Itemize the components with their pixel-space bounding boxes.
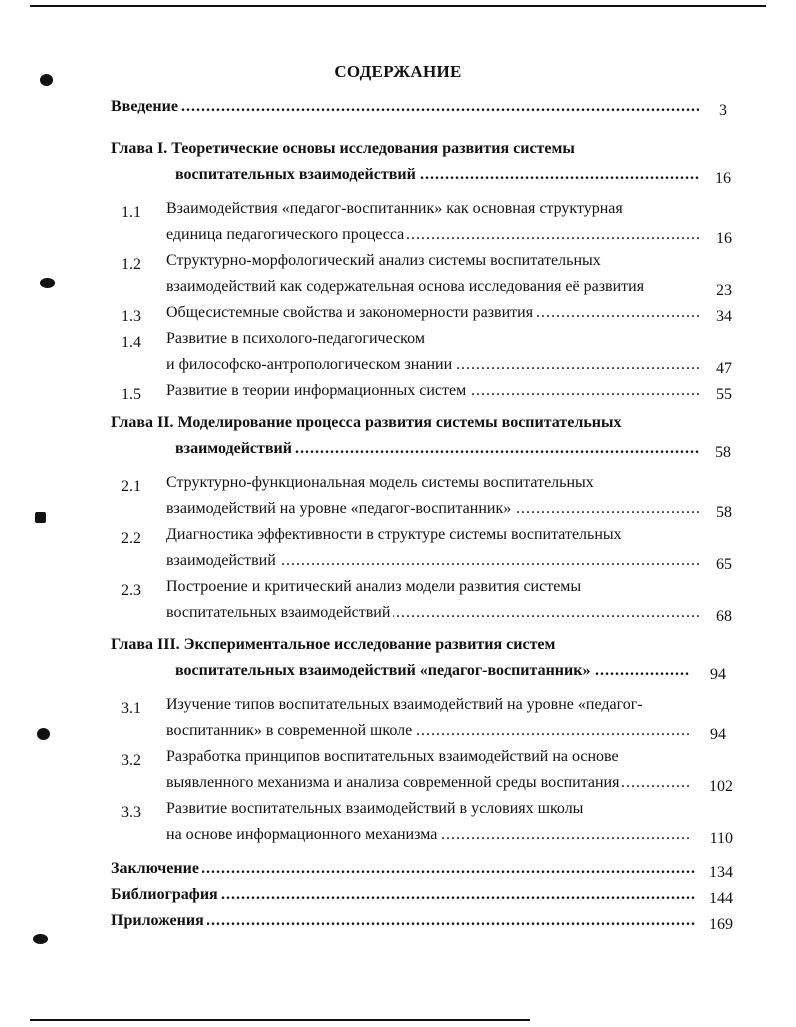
toc-page-number: 134 bbox=[709, 864, 733, 881]
toc-section-1-1-line1[interactable] bbox=[166, 200, 726, 226]
section-title: Диагностика эффективности в структуре системы воспитательных bbox=[166, 526, 625, 543]
toc-section-1-5[interactable] bbox=[166, 382, 700, 408]
section-title: Структурно-морфологический анализ системы воспитательных bbox=[166, 252, 604, 269]
section-number: 1.5 bbox=[121, 386, 141, 403]
section-title-cont: взаимодействий как содержательная основа исследования её развития bbox=[166, 278, 647, 295]
chapter-title-cont: воспитательных взаимодействий «педагог-воспитанник» bbox=[175, 662, 593, 679]
toc-page-number: 58 bbox=[715, 444, 731, 461]
toc-page-number: 58 bbox=[716, 504, 732, 521]
toc-section-1-4-line2[interactable] bbox=[166, 356, 700, 382]
toc-section-3-3-line1[interactable] bbox=[166, 800, 726, 826]
section-number: 1.4 bbox=[121, 334, 141, 351]
toc-section-2-3-line2[interactable] bbox=[166, 604, 700, 630]
toc-chapter-1-line1[interactable] bbox=[111, 140, 711, 166]
section-title-cont: взаимодействий bbox=[166, 552, 279, 569]
punch-hole-mark bbox=[35, 512, 46, 523]
toc-page-number: 102 bbox=[709, 778, 733, 795]
page-top-edge bbox=[30, 5, 766, 7]
toc-chapter-1-line2[interactable] bbox=[175, 166, 699, 192]
toc-section-2-2-line2[interactable] bbox=[166, 552, 700, 578]
toc-chapter-2-line2[interactable] bbox=[175, 440, 699, 466]
section-title: Общесистемные свойства и закономерности развития bbox=[166, 304, 536, 321]
section-number: 2.3 bbox=[121, 582, 141, 599]
toc-page-number: 34 bbox=[716, 308, 732, 325]
section-title-cont: единица педагогического процесса bbox=[166, 226, 407, 243]
toc-page-number: 169 bbox=[709, 916, 733, 933]
section-title: Изучение типов воспитательных взаимодействий на уровне «педагог- bbox=[166, 696, 646, 713]
toc-entry-label: Заключение bbox=[111, 860, 202, 877]
toc-entry-intro[interactable] bbox=[111, 98, 699, 124]
chapter-title-cont: взаимодействий bbox=[175, 440, 295, 457]
toc-entry-appendices[interactable] bbox=[111, 912, 695, 938]
section-title: Структурно-функциональная модель системы воспитательных bbox=[166, 474, 597, 491]
page-title: СОДЕРЖАНИЕ bbox=[334, 62, 462, 81]
section-title: Разработка принципов воспитательных взаимодействий на основе bbox=[166, 748, 622, 765]
toc-page-number: 65 bbox=[716, 556, 732, 573]
section-title: Развитие в теории информационных систем bbox=[166, 382, 469, 399]
section-number: 3.2 bbox=[121, 752, 141, 769]
toc-page-number: 94 bbox=[710, 726, 726, 743]
page-bottom-edge bbox=[30, 1019, 530, 1021]
chapter-title-cont: воспитательных взаимодействий bbox=[175, 166, 419, 183]
toc-section-1-1-line2[interactable] bbox=[166, 226, 700, 252]
section-title-cont: воспитательных взаимодействий bbox=[166, 604, 393, 621]
section-title: Взаимодействия «педагог-воспитанник» как основная структурная bbox=[166, 200, 626, 217]
section-title: Построение и критический анализ модели развития системы bbox=[166, 578, 584, 595]
section-number: 1.3 bbox=[121, 308, 141, 325]
toc-section-1-2-line2[interactable] bbox=[166, 278, 706, 304]
toc-chapter-3-line1[interactable] bbox=[111, 636, 711, 662]
toc-section-3-2-line1[interactable] bbox=[166, 748, 726, 774]
toc-page-number: 16 bbox=[715, 170, 731, 187]
toc-section-2-2-line1[interactable] bbox=[166, 526, 726, 552]
section-title-cont: на основе информационного механизма bbox=[166, 826, 440, 843]
toc-entry-conclusion[interactable] bbox=[111, 860, 695, 886]
section-title-cont: и философско-антропологическом знании bbox=[166, 356, 455, 373]
section-title-cont: взаимодействий на уровне «педагог-воспитанник» bbox=[166, 500, 514, 517]
chapter-title: Глава I. Теоретические основы исследования развития системы bbox=[111, 140, 578, 157]
toc-entry-label: Библиография bbox=[111, 886, 221, 903]
toc-section-1-3[interactable] bbox=[166, 304, 700, 330]
punch-hole-mark bbox=[40, 278, 55, 288]
section-title-cont: воспитанник» в современной школе bbox=[166, 722, 415, 739]
section-title: Развитие в психолого-педагогическом bbox=[166, 330, 428, 347]
toc-page-number: 16 bbox=[716, 230, 732, 247]
toc-section-1-4-line1[interactable] bbox=[166, 330, 726, 356]
toc-page-number: 47 bbox=[716, 360, 732, 377]
toc-page-number: 55 bbox=[716, 386, 732, 403]
toc-page-number: 3 bbox=[719, 102, 727, 119]
toc-chapter-3-line2[interactable] bbox=[175, 662, 689, 688]
toc-section-3-1-line2[interactable] bbox=[166, 722, 692, 748]
toc-page-number: 144 bbox=[709, 890, 733, 907]
section-number: 1.2 bbox=[121, 256, 141, 273]
toc-page-number: 110 bbox=[709, 830, 733, 847]
section-number: 1.1 bbox=[121, 204, 141, 221]
toc-entry-label: Приложения bbox=[111, 912, 207, 929]
section-number: 2.1 bbox=[121, 478, 141, 495]
toc-section-2-3-line1[interactable] bbox=[166, 578, 726, 604]
toc-section-3-2-line2[interactable] bbox=[166, 774, 692, 800]
toc-page-number: 68 bbox=[716, 608, 732, 625]
toc-section-1-2-line1[interactable] bbox=[166, 252, 726, 278]
toc-entry-label: Введение bbox=[111, 98, 181, 115]
toc-page-number: 23 bbox=[716, 282, 732, 299]
section-number: 3.1 bbox=[121, 700, 141, 717]
section-title: Развитие воспитательных взаимодействий в условиях школы bbox=[166, 800, 586, 817]
section-number: 2.2 bbox=[121, 530, 141, 547]
section-title-cont: выявленного механизма и анализа современной среды воспитания bbox=[166, 774, 622, 791]
toc-section-2-1-line2[interactable] bbox=[166, 500, 700, 526]
toc-section-2-1-line1[interactable] bbox=[166, 474, 726, 500]
section-number: 3.3 bbox=[121, 804, 141, 821]
chapter-title: Глава III. Экспериментальное исследование развития систем bbox=[111, 636, 558, 653]
toc-entry-bibliography[interactable] bbox=[111, 886, 695, 912]
chapter-title: Глава II. Моделирование процесса развития системы воспитательных bbox=[111, 414, 625, 431]
punch-hole-mark bbox=[33, 934, 48, 944]
toc-page-number: 94 bbox=[710, 666, 726, 683]
toc-section-3-3-line2[interactable] bbox=[166, 826, 692, 852]
punch-hole-mark bbox=[37, 728, 50, 740]
toc-chapter-2-line1[interactable] bbox=[111, 414, 711, 440]
toc-section-3-1-line1[interactable] bbox=[166, 696, 726, 722]
